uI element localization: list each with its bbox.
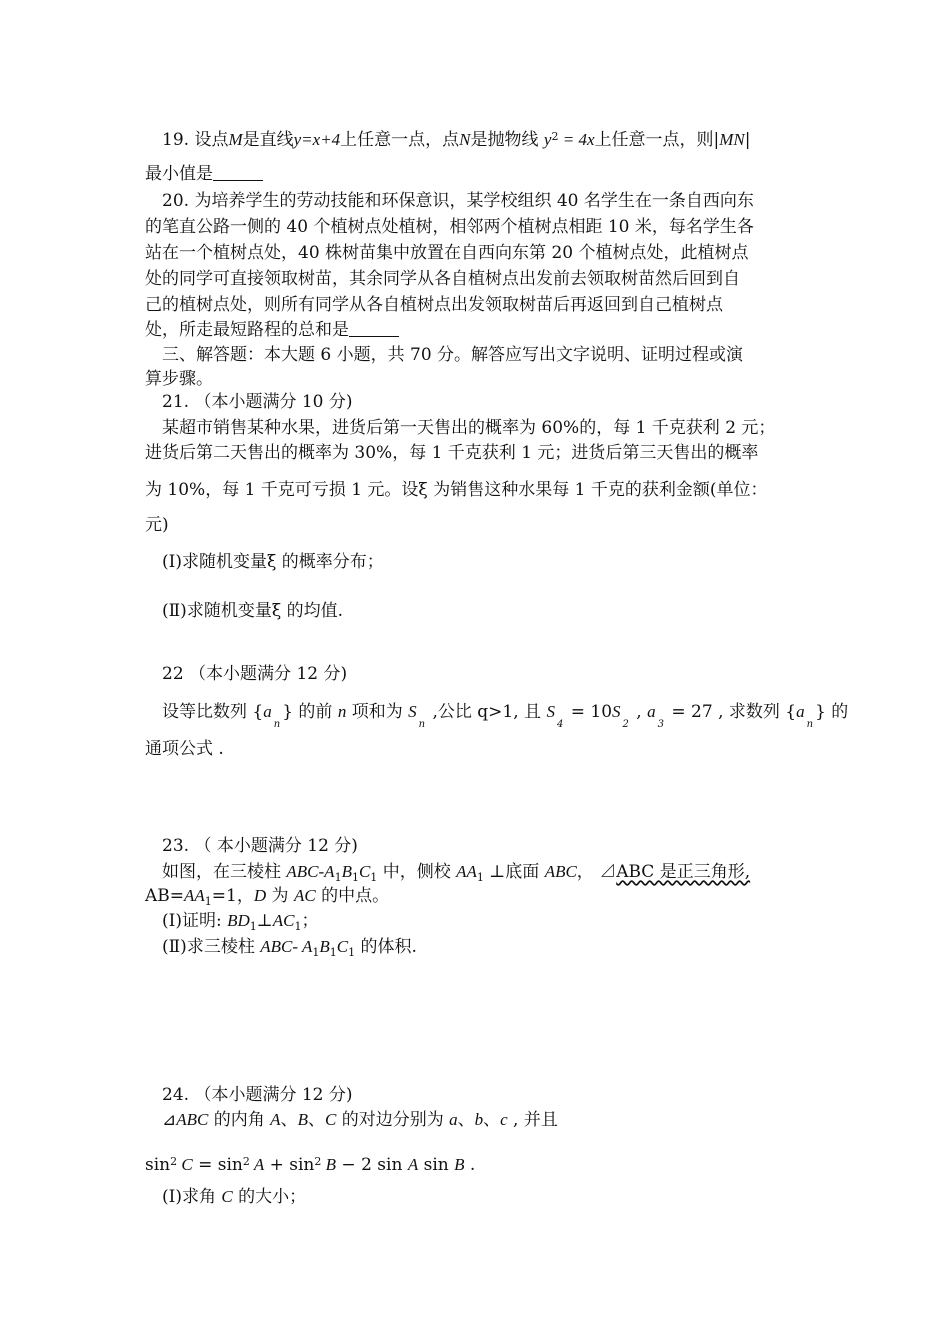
q22-line-1: 设等比数列 $\{a_n\}$ 的前 n 项和为 $S_n$ ,公比 q>1, 且 $S_4 = 10S_2$ , $a_3 = 27$ , 求数列 $\{a_n\}$ 的 bbox=[162, 702, 849, 730]
q21-line-3: 为 10%，每 1 千克可亏损 1 元。设ξ 为销售这种水果每 1 千克的获利金额(单位： bbox=[145, 480, 768, 500]
q23-line-1: 如图，在三棱柱 ABC-$A_1B_1C_1$ 中，侧校 $AA_1$ ⊥底面 ABC， ⊿ABC 是正三角形, bbox=[162, 862, 751, 884]
q20-line-2: 的笔直公路一侧的 40 个植树点处植树，相邻两个植树点相距 10 米，每名学生各 bbox=[145, 217, 754, 237]
section3-line-2: 算步骤。 bbox=[145, 369, 213, 389]
q24-line-1: ⊿ABC 的内角 A、B、C 的对边分别为 a、b、c , 并且 bbox=[162, 1110, 558, 1130]
q20-line-3: 站在一个植树点处，40 株树苗集中放置在自西向东第 20 个植树点处，此植树点 bbox=[145, 243, 749, 263]
q21-line-1: 某超市销售某种水果，进货后第一天售出的概率为 60%的，每 1 千克获利 2 元； bbox=[162, 418, 776, 438]
q23-part-2: (Ⅱ)求三棱柱 ABC- $A_1B_1C_1$ 的体积. bbox=[162, 937, 417, 959]
q23-heading: 23. （ 本小题满分 12 分) bbox=[162, 836, 358, 856]
q24-part-1: (Ⅰ)求角 C 的大小； bbox=[162, 1187, 307, 1207]
answer-blank bbox=[213, 166, 263, 181]
q21-line-2: 进货后第二天售出的概率为 30%，每 1 千克获利 1 元；进货后第三天售出的概率 bbox=[145, 443, 759, 463]
q19-line-2: 最小值是 bbox=[145, 164, 263, 184]
q20-line-4: 处的同学可直接领取树苗，其余同学从各自植树点出发前去领取树苗然后回到自 bbox=[145, 269, 740, 289]
q19-line-1: 19. 设点M是直线y=x+4上任意一点，点N是抛物线 $y^2 = 4x$上任意一点，则|MN| bbox=[162, 130, 751, 150]
q21-line-4: 元) bbox=[145, 515, 169, 535]
q20-line-5: 己的植树点处，则所有同学从各自植树点出发领取树苗后再返回到自己植树点 bbox=[145, 295, 723, 315]
q21-heading: 21. （本小题满分 10 分) bbox=[162, 392, 353, 412]
q23-line-2: $AB=AA_1=1$，D 为 AC 的中点。 bbox=[145, 886, 390, 908]
q22-line-2: 通项公式 . bbox=[145, 739, 224, 759]
q21-part-1: (Ⅰ)求随机变量ξ 的概率分布； bbox=[162, 552, 384, 572]
section3-line-1: 三、解答题：本大题 6 小题，共 70 分。解答应写出文字说明、证明过程或演 bbox=[162, 345, 744, 365]
answer-blank bbox=[349, 322, 399, 337]
wavy-underline-text: ABC 是正三角形, bbox=[616, 862, 751, 882]
q24-formula: $\sin^2 C = \sin^2 A + \sin^2 B - 2$ sin A sin B . bbox=[145, 1155, 476, 1175]
q24-heading: 24. （本小题满分 12 分) bbox=[162, 1085, 353, 1105]
q20-line-1: 20. 为培养学生的劳动技能和环保意识，某学校组织 40 名学生在一条自西向东 bbox=[162, 191, 754, 211]
q23-part-1: (Ⅰ)证明: $BD_1\perp AC_1$； bbox=[162, 911, 319, 933]
q21-part-2: (Ⅱ)求随机变量ξ 的均值. bbox=[162, 601, 343, 621]
q20-line-6: 处，所走最短路程的总和是 bbox=[145, 320, 399, 340]
q22-heading: 22 （本小题满分 12 分) bbox=[162, 664, 348, 684]
